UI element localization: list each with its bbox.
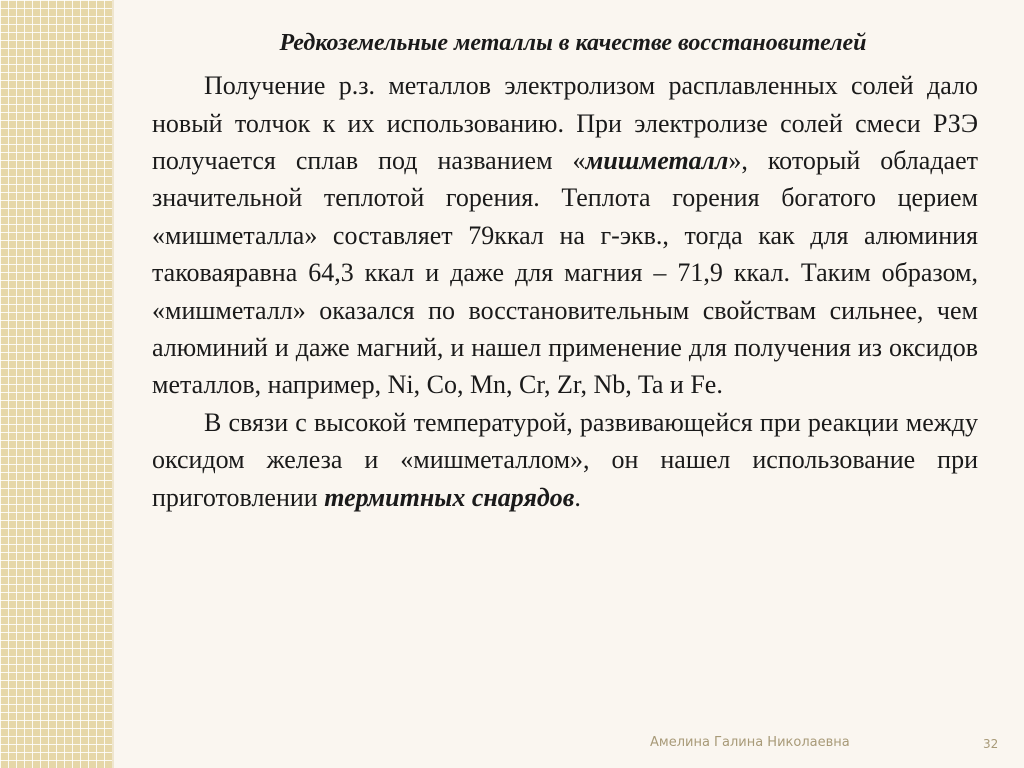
slide-content: [152, 22, 978, 516]
paragraph-1-text-before: Получение р.з. металлов электролизом расплавленных солей дало новый толчок к их использованию. При электролизе солей смеси РЗЭ получается сплав под названием «: [152, 71, 978, 175]
footer-author: Амелина Галина Николаевна: [650, 735, 850, 750]
paragraph-2: [152, 404, 978, 516]
side-divider: [112, 0, 114, 768]
paragraph-1: [152, 67, 978, 404]
paragraph-1-text-after: », который обладает значительной теплотой горения. Теплота горения богатого церием «мишметалла» составляет 79ккал на г-экв., тогда как для алюминия таковаяравна 64,3 ккал и даже для магния – 71,9 ккал. Таким образом, «мишметалл» оказался по восстановительным свойствам сильнее, чем алюминий и даже магний, и нашел применение для получения из оксидов металлов, например, Ni, Co, Mn, Cr, Zr, Nb, Ta и Fe.: [152, 146, 978, 400]
decorative-side-pattern: [0, 0, 112, 768]
page-number: 32: [983, 737, 999, 751]
slide-title: Редкоземельные металлы в качестве восстановителей: [279, 30, 867, 56]
paragraph-1-emphasis: мишметалл: [585, 146, 729, 175]
paragraph-2-text-after: .: [574, 482, 581, 512]
paragraph-2-text-before: В связи с высокой температурой, развивающейся при реакции между оксидом железа и «мишметаллом», он нашел использование при приготовлении: [152, 407, 978, 512]
paragraph-2-emphasis: термитных снарядов: [324, 482, 575, 512]
